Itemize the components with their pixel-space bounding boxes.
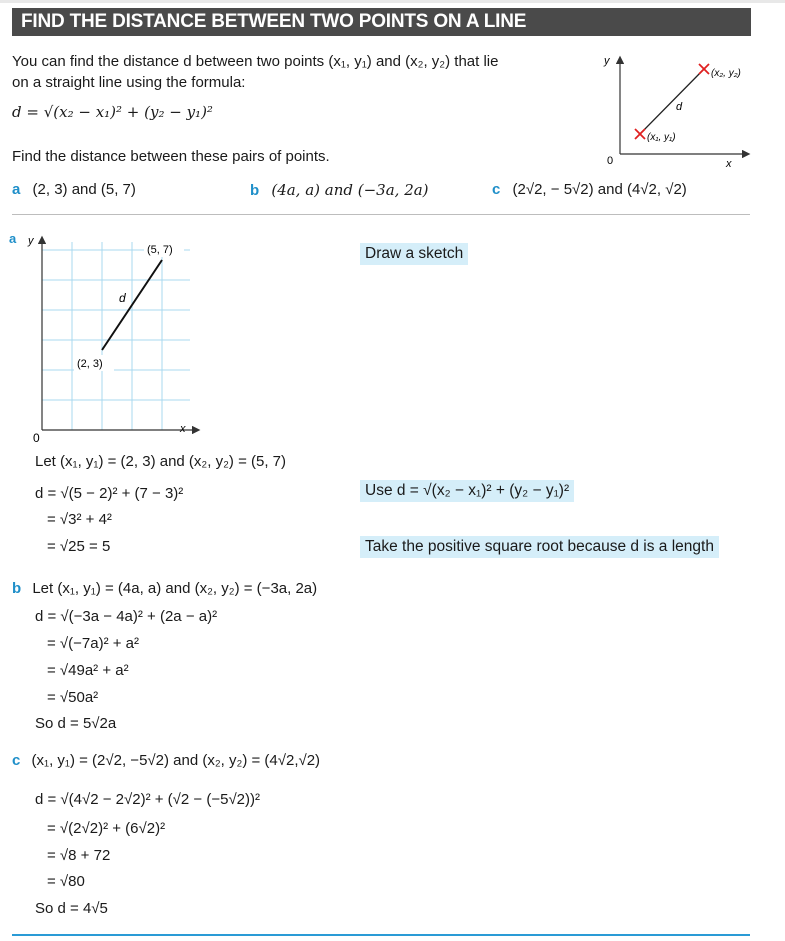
diagram-point2-label: (x₂, y₂) (711, 68, 741, 79)
distance-formula: d = √(x₂ − x₁)² + (y₂ − y₁)² (12, 103, 213, 121)
solution-c-conclusion: So d = 4√5 (35, 900, 108, 917)
question-part-a (12, 181, 136, 198)
sketch-d-label: d (119, 291, 126, 305)
part-a-text: (2, 3) and (5, 7) (32, 181, 136, 198)
solution-b-let-row (12, 580, 317, 597)
solution-a-step3: = √25 = 5 (47, 538, 111, 555)
solution-c-let: (x₁, y₁) = (2√2, −5√2) and (x₂, y₂) = (4√2,√2) (31, 752, 321, 769)
part-c-label: c (492, 181, 501, 198)
sketch-point-b-label: (5, 7) (147, 244, 173, 256)
divider (12, 214, 750, 215)
solution-c-let-row (12, 752, 320, 769)
intro-line-2: on a straight line using the formula: (12, 74, 246, 91)
solution-a-step2: = √3² + 4² (47, 511, 112, 528)
formula-diagram (590, 50, 770, 170)
hint-positive-root: Take the positive square root because d is a length (360, 536, 719, 558)
solution-c-step2: = √(2√2)² + (6√2)² (47, 820, 166, 837)
sketch-origin: 0 (33, 431, 40, 445)
solution-b-step4: = √50a² (47, 689, 99, 706)
solution-b-step3: = √49a² + a² (47, 662, 129, 679)
hint-use-formula: Use d = √(x₂ − x₁)² + (y₂ − y₁)² (360, 480, 574, 502)
solution-b-step1: d = √(−3a − 4a)² + (2a − a)² (35, 608, 218, 625)
sketch-part-label: a (9, 231, 17, 246)
sketch-grid (42, 242, 190, 430)
bottom-rule (12, 934, 750, 936)
diagram-segment (640, 69, 704, 134)
page-title: FIND THE DISTANCE BETWEEN TWO POINTS ON A LINE (12, 8, 751, 36)
intro-line-1: You can find the distance d between two points (x₁, y₁) and (x₂, y₂) that lie (12, 53, 499, 70)
diagram-point1-label: (x₁, y₁) (647, 132, 676, 143)
solution-a-step1: d = √(5 − 2)² + (7 − 3)² (35, 485, 184, 502)
solution-c-step1: d = √(4√2 − 2√2)² + (√2 − (−5√2))² (35, 791, 260, 808)
sketch-point-a-label: (2, 3) (77, 358, 103, 370)
part-b-text: (4a, a) and (−3a, 2a) (271, 181, 429, 199)
part-a-label: a (12, 181, 21, 198)
solution-c-step3: = √8 + 72 (47, 847, 111, 864)
question-part-b (250, 181, 429, 199)
part-c-text: (2√2, − 5√2) and (4√2, √2) (512, 181, 687, 198)
diagram-x-label: x (726, 158, 732, 170)
solution-c-label: c (12, 752, 21, 769)
part-b-label: b (250, 182, 260, 199)
diagram-y-label: y (604, 55, 610, 67)
solution-b-conclusion: So d = 5√2a (35, 715, 117, 732)
sketch-graph (8, 228, 208, 450)
top-border (0, 0, 785, 3)
question-prompt: Find the distance between these pairs of points. (12, 148, 330, 165)
point1-cross (635, 129, 645, 139)
diagram-origin: 0 (607, 155, 614, 167)
point2-cross (699, 64, 709, 74)
solution-b-let: Let (x₁, y₁) = (4a, a) and (x₂, y₂) = (−3a, 2a) (32, 580, 318, 597)
diagram-d-label: d (676, 101, 683, 113)
solution-c-step4: = √80 (47, 873, 85, 890)
sketch-y-label: y (28, 235, 34, 247)
solution-b-label: b (12, 580, 22, 597)
question-part-c (492, 181, 687, 198)
sketch-x-label: x (180, 423, 186, 435)
hint-draw-sketch: Draw a sketch (360, 243, 468, 265)
solution-a-let: Let (x₁, y₁) = (2, 3) and (x₂, y₂) = (5, 7) (35, 453, 287, 470)
solution-b-step2: = √(−7a)² + a² (47, 635, 140, 652)
